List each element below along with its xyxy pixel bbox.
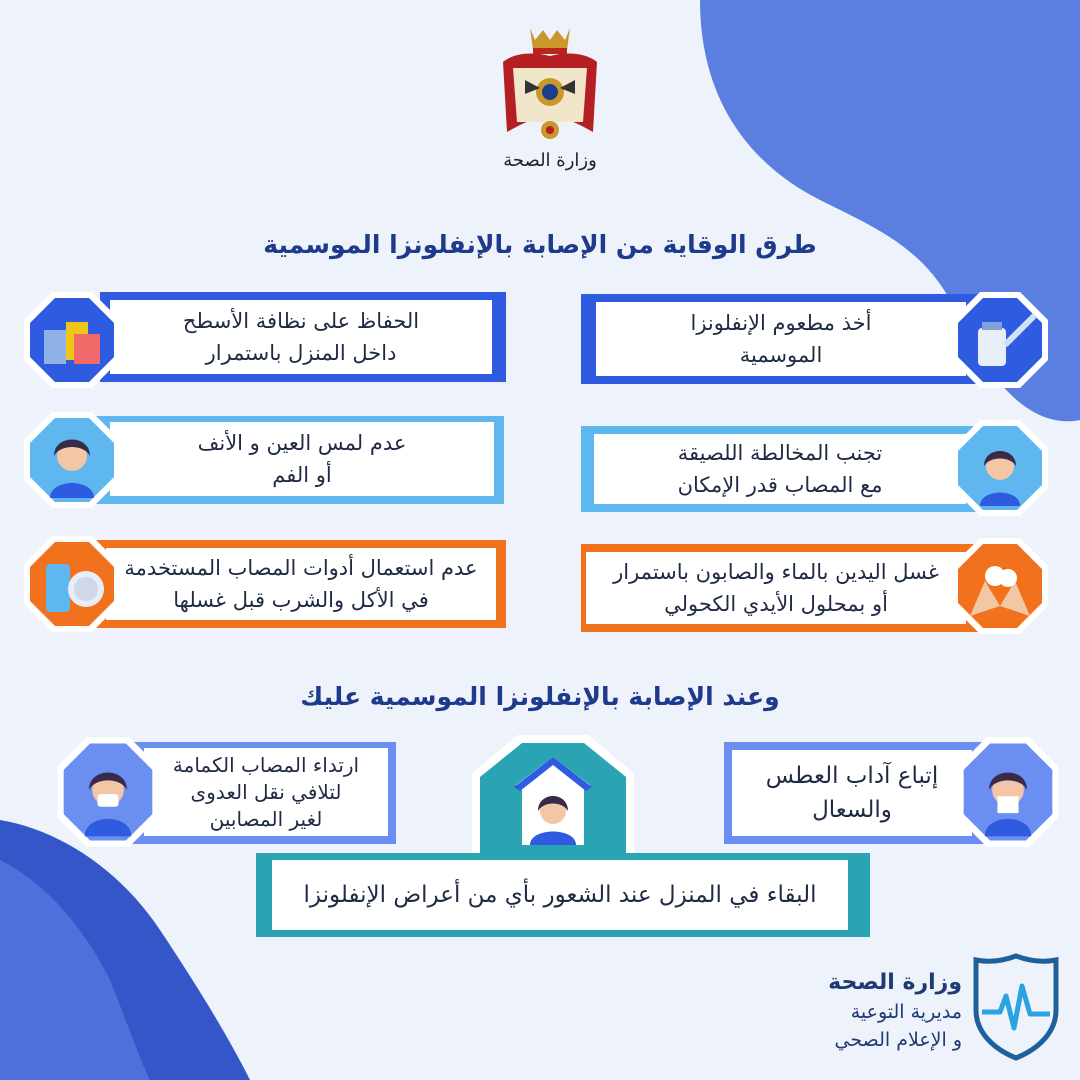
stay-home-icon (470, 733, 636, 863)
woman-touching-face-icon (22, 410, 122, 510)
prevention-card-avoid-contact (594, 434, 966, 504)
card-line: في الأكل والشرب قبل غسلها (173, 588, 429, 612)
infection-card-mask (144, 748, 388, 836)
dish-soap-icon (22, 534, 122, 634)
card-line: أخذ مطعوم الإنفلونزا (690, 311, 872, 335)
ministry-name: وزارة الصحة (828, 970, 962, 995)
section1-title: طرق الوقاية من الإصابة بالإنفلونزا الموسمية (263, 230, 817, 259)
section2-title: وعند الإصابة بالإنفلونزا الموسمية عليك (300, 682, 780, 711)
sick-woman-icon (950, 418, 1050, 518)
card-line: تجنب المخالطة اللصيقة (677, 441, 883, 465)
heartbeat-shield-icon (972, 952, 1060, 1062)
card-line: عدم لمس العين و الأنف (197, 431, 407, 455)
card-line: ارتداء المصاب الكمامة (172, 752, 360, 777)
card-line: الموسمية (739, 343, 823, 367)
prevention-card-cleaning (110, 300, 492, 374)
card-line: داخل المنزل باستمرار (205, 341, 397, 365)
sneezing-woman-icon (955, 735, 1061, 849)
hand-washing-icon (950, 536, 1050, 636)
card-line: عدم استعمال أدوات المصاب المستخدمة (124, 556, 478, 580)
card-line: لغير المصابين (209, 806, 323, 831)
ministry-calligraphy: وزارة الصحة (503, 150, 597, 171)
card-line: الحفاظ على نظافة الأسطح (182, 309, 420, 333)
directorate-line1: مديرية التوعية (850, 1001, 962, 1023)
card-line: مع المصاب قدر الإمكان (677, 473, 883, 497)
masked-woman-icon (55, 735, 161, 849)
directorate-line2: و الإعلام الصحي (834, 1029, 962, 1051)
prevention-card-utensils (106, 548, 496, 620)
prevention-card-vaccine (596, 302, 966, 376)
ministry-branding (820, 968, 962, 1054)
infection-card-sneeze (732, 750, 972, 836)
card-line: أو بمحلول الأيدي الكحولي (664, 592, 888, 616)
prevention-card-hand-washing (586, 552, 966, 624)
coat-of-arms-emblem (495, 22, 605, 152)
card-line: أو الفم (272, 463, 332, 487)
infection-card-stay-home (272, 860, 848, 930)
card-line: والسعال (812, 797, 892, 823)
card-line: لتلافي نقل العدوى (190, 779, 342, 804)
vaccine-vial-icon (950, 290, 1050, 390)
prevention-card-no-touch (110, 422, 494, 496)
cleaning-supplies-icon (22, 290, 122, 390)
card-line: غسل اليدين بالماء والصابون باستمرار (613, 560, 939, 584)
card-line: البقاء في المنزل عند الشعور بأي من أعراض الإنفلونزا (303, 882, 817, 908)
card-line: إتباع آداب العطس (765, 763, 939, 789)
